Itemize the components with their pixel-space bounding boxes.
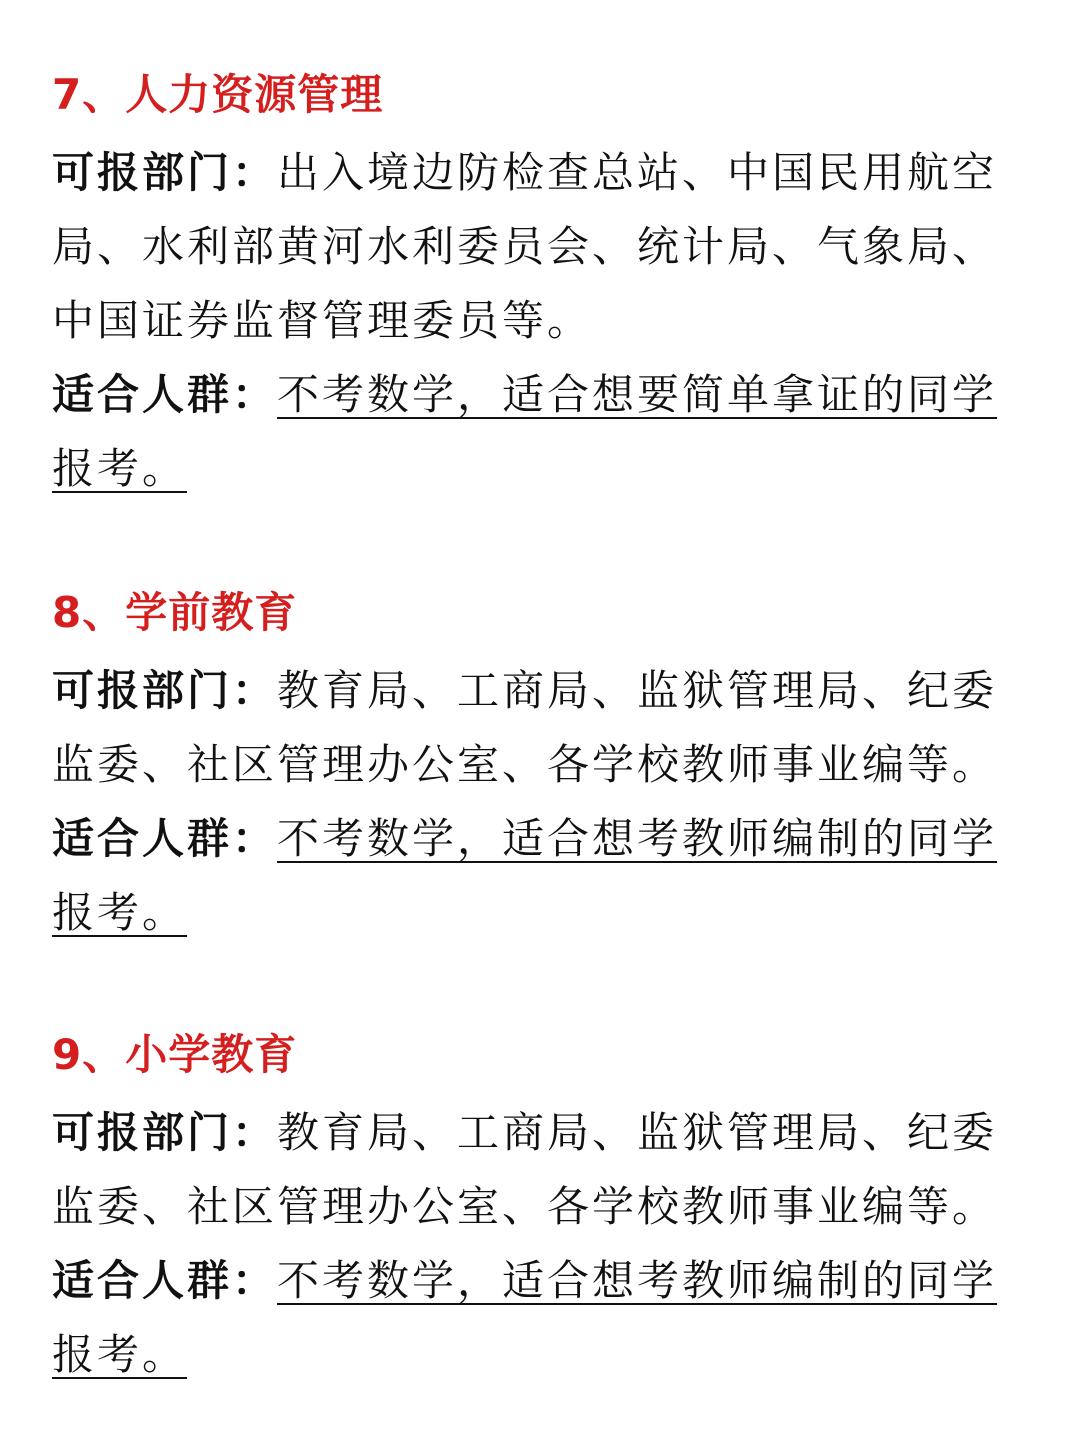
label-colon: ： [232,814,278,863]
target-group-label: 适合人群 [52,1256,233,1305]
target-group-paragraph [52,358,1032,506]
major-section-primary-education [52,1026,1032,1392]
major-section-preschool-education [52,584,1032,950]
departments-text: 教育局、工商局、监狱管理局、纪委监委、社区管理办公室、各学校教师事业编等。 [52,1108,998,1231]
major-section-human-resources [52,66,1032,506]
label-colon: ： [232,1256,278,1305]
label-colon: ： [232,1108,278,1157]
label-colon: ： [232,666,278,715]
departments-text: 出入境边防检查总站、中国民用航空局、水利部黄河水利委员会、统计局、气象局、中国证券监督管理委员等。 [52,148,998,345]
target-group-paragraph [52,1244,1032,1392]
target-group-text: 不考数学，适合想要简单拿证的同学报考。 [52,370,998,493]
target-group-label: 适合人群 [52,370,233,419]
section-heading: 9、小学教育 [52,1030,298,1079]
departments-label: 可报部门 [52,1108,233,1157]
section-heading: 8、学前教育 [52,588,298,637]
departments-paragraph [52,1096,1032,1244]
departments-label: 可报部门 [52,148,233,197]
target-group-paragraph [52,802,1032,950]
departments-text: 教育局、工商局、监狱管理局、纪委监委、社区管理办公室、各学校教师事业编等。 [52,666,998,789]
target-group-label: 适合人群 [52,814,233,863]
target-group-text: 不考数学，适合想考教师编制的同学报考。 [52,814,998,937]
label-colon: ： [232,370,278,419]
departments-paragraph [52,654,1032,802]
section-heading: 7、人力资源管理 [52,70,384,119]
label-colon: ： [232,148,278,197]
departments-paragraph [52,136,1032,358]
target-group-text: 不考数学，适合想考教师编制的同学报考。 [52,1256,998,1379]
departments-label: 可报部门 [52,666,233,715]
